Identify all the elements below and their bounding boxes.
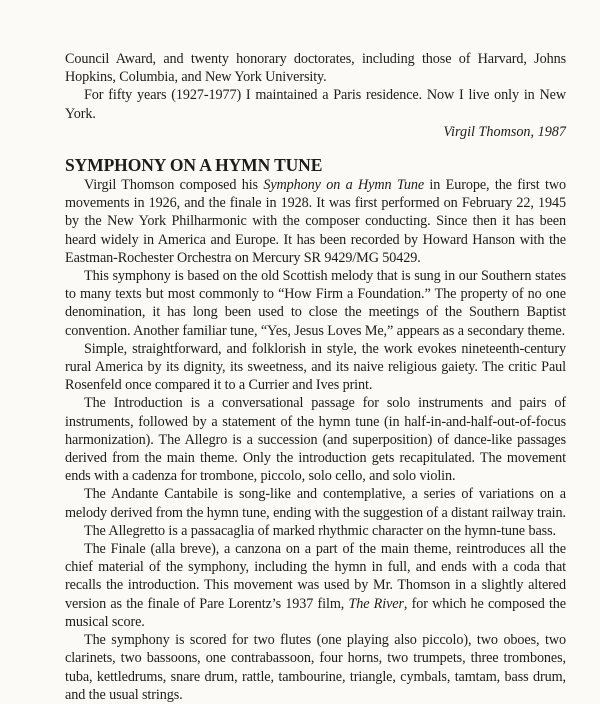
film-title: The River [348, 595, 404, 612]
paragraph-text: , for which he composed the musical score. [65, 595, 566, 630]
paragraph-text: The Finale (alla breve), a canzona on a part of the main theme, reintroduces all the chief material of the symphony, including the hymn in full, and ends with a coda that recalls the introduction. This movement was used by Mr. Thomson in a slightly altered version as the finale of Pare Lorentz’s 1937 film, [65, 541, 566, 612]
author-signature: Virgil Thomson, 1987 [443, 123, 566, 140]
intro-paris-sentence: For fifty years (1927-1977) I maintained a Paris residence. Now I live only in New York. [65, 87, 566, 122]
paragraph-instrumentation: The symphony is scored for two flutes (one playing also piccolo), two oboes, two clarinets, two bassoons, one contrabassoon, four horns, two trumpets, three trombones, tuba, kettledrums, snare drum, rattle, tambourine, triangle, cymbals, tamtam, bass drum, and the usual strings. [65, 632, 566, 703]
paragraph-hymn-origin: This symphony is based on the old Scottish melody that is sung in our Southern states to many texts but most commonly to “How Firm a Foundation.” The property of no one denomination, it has long been used to close the meetings of the Southern Baptist convention. Another familiar tune, “Yes, Jesus Loves Me,” appears as a secondary theme. [65, 268, 566, 339]
paragraph-style: Simple, straightforward, and folklorish in style, the work evokes nineteenth-century rural America by its dignity, its sweetness, and its naive religious gaiety. The critic Paul Rosenfeld once compared it to a Currier and Ives print. [65, 340, 566, 394]
work-title: Symphony on a Hymn Tune [263, 177, 425, 194]
intro-paragraph: Council Award, and twenty honorary doctorates, including those of Harvard, Johns Hopkins, Columbia, and New York University. [65, 51, 566, 86]
paragraph-finale [65, 540, 566, 631]
paragraph-allegretto: The Allegretto is a passacaglia of marked rhythmic character on the hymn-tune bass. [84, 522, 556, 539]
paragraph-introduction: The Introduction is a conversational passage for solo instruments and pairs of instruments, followed by a statement of the hymn tune (in half-in-and-half-out-of-focus harmonization). The Allegro is a succession (and superposition) of dance-like passages derived from the main theme. Only the introduction gets recapitulated. The movement ends with a cadenza for trombone, piccolo, solo cello, and solo violin. [65, 395, 566, 485]
paragraph-composition [65, 176, 566, 267]
section-heading: SYMPHONY ON A HYMN TUNE [65, 155, 323, 176]
paragraph-andante: The Andante Cantabile is song-like and contemplative, a series of variations on a melody derived from the hymn tune, ending with the suggestion of a distant railway train. [65, 486, 566, 521]
paragraph-text: Virgil Thomson composed his [84, 177, 264, 194]
paragraph-text: in Europe, the first two movements in 1926, and the finale in 1928. It was first performed on February 22, 1945 by the New York Philharmonic with the composer conducting. Since then it has been heard widely in America and Europe. It has been recorded by Howard Hanson with the Eastman-Rochester Orchestra on Mercury SR 9429/MG 50429. [65, 177, 566, 266]
